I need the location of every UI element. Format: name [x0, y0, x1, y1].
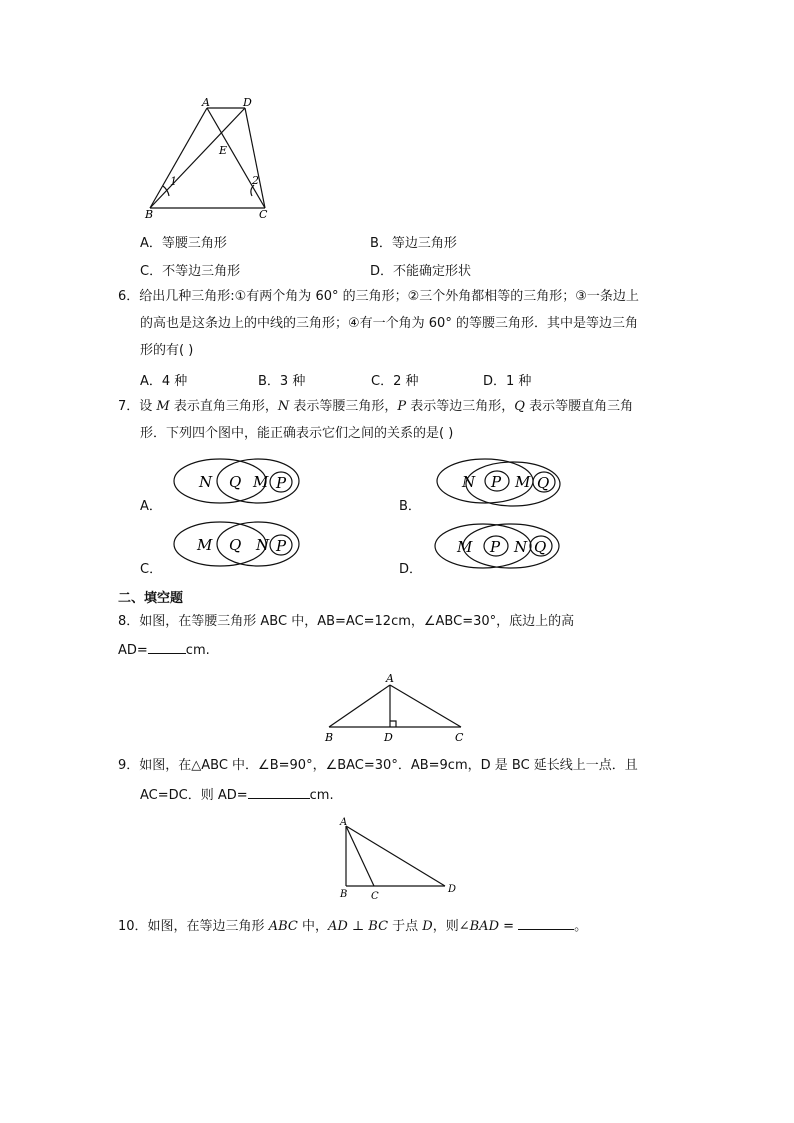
- q10-mid3: ，则: [432, 919, 459, 934]
- q10-equals: =: [499, 919, 519, 934]
- q5-label-d: D: [243, 96, 252, 109]
- q5-option-a: A．等腰三角形: [140, 236, 227, 251]
- venn-c-right-label: N: [256, 536, 270, 554]
- q7-text-c: 表示等边三角形，: [406, 399, 515, 414]
- q7-var-m: M: [156, 399, 170, 414]
- q7-var-n: N: [277, 399, 290, 414]
- venn-d-right-label: N: [514, 538, 528, 556]
- q7-option-b-label: B．: [399, 499, 421, 514]
- venn-d-middle-label: P: [490, 538, 501, 556]
- q5-option-c: C．不等边三角形: [140, 264, 241, 279]
- venn-a-inner-label: P: [276, 474, 287, 492]
- q8-label-d: D: [384, 731, 393, 744]
- venn-b-left-label: N: [462, 473, 476, 491]
- q7-option-c-label: C．: [140, 562, 163, 577]
- venn-b-inner-label: Q: [537, 474, 550, 492]
- venn-b-middle-label: P: [491, 473, 502, 491]
- q5-angle1-label: 1: [170, 175, 177, 188]
- q8-label-b: B: [325, 731, 334, 744]
- q10-answer-blank[interactable]: [518, 916, 574, 930]
- venn-a-left-label: N: [199, 473, 213, 491]
- q10-mid1: 中，: [297, 919, 328, 934]
- q9-label-d: D: [448, 884, 457, 895]
- venn-b-right-label: M: [515, 473, 531, 491]
- q10-triangle-abc: ABC: [268, 919, 298, 934]
- q5-label-c: C: [259, 208, 268, 221]
- q9-line2-suffix: cm.: [309, 788, 334, 803]
- q8-label-c: C: [455, 731, 464, 744]
- q8-label-a: A: [386, 672, 394, 685]
- q10-angle-bad: ∠BAD: [458, 919, 499, 934]
- q7-option-d-label: D．: [399, 562, 423, 577]
- venn-c-inner-label: P: [276, 537, 287, 555]
- q5-label-a: A: [202, 96, 210, 109]
- venn-d-left-label: M: [457, 538, 473, 556]
- q10-point-d: D: [422, 919, 433, 934]
- q6-option-c: C．2 种: [371, 374, 419, 389]
- q9-label-c: C: [371, 891, 379, 902]
- q9-line1: 9．如图，在△ABC 中．∠B=90°，∠BAC=30°．AB=9cm，D 是 BC 延长线上一点．且: [118, 758, 638, 773]
- q8-line2-prefix: AD=: [118, 643, 148, 658]
- q9-line2-prefix: AC=DC．则 AD=: [140, 788, 248, 803]
- q5-angle2-label: 2: [252, 174, 259, 187]
- q6-option-a: A．4 种: [140, 374, 188, 389]
- venn-a-right-label: M: [253, 473, 269, 491]
- q10-line: [118, 916, 587, 937]
- q6-line3: 形的有( ): [140, 343, 194, 358]
- q10-end: 。: [574, 919, 588, 934]
- q7-text-d: 表示等腰直角三角: [524, 399, 634, 414]
- q7-text-b: 表示等腰三角形，: [289, 399, 398, 414]
- section-title-fill-in: 二、填空题: [118, 591, 184, 606]
- q5-option-b: B．等边三角形: [370, 236, 457, 251]
- q9-segment-ad: [346, 826, 445, 886]
- q7-option-a-label: A．: [140, 499, 162, 514]
- q5-label-b: B: [145, 208, 154, 221]
- q10-condition: AD ⊥ BC: [327, 919, 389, 934]
- q9-label-b: B: [340, 889, 348, 900]
- q7-var-p: P: [397, 399, 407, 414]
- q7-text-a: 表示直角三角形，: [169, 399, 278, 414]
- venn-c-middle-label: Q: [229, 536, 242, 554]
- venn-d-inner-label: Q: [534, 538, 547, 556]
- q7-text-prefix: 7．设: [118, 399, 157, 414]
- q6-option-d: D．1 种: [483, 374, 532, 389]
- venn-c-left-label: M: [197, 536, 213, 554]
- q8-line1: 8．如图，在等腰三角形 ABC 中，AB=AC=12cm，∠ABC=30°，底边上的高: [118, 614, 575, 629]
- q7-line2: 形．下列四个图中，能正确表示它们之间的关系的是( ): [140, 426, 454, 441]
- venn-a-middle-label: Q: [229, 473, 242, 491]
- q10-mid2: 于点: [388, 919, 423, 934]
- q7-var-q: Q: [514, 399, 525, 414]
- q6-line1: 6．给出几种三角形:①有两个角为 60° 的三角形；②三个外角都相等的三角形；③一条边上: [118, 289, 639, 304]
- q9-label-a: A: [340, 817, 348, 828]
- q5-label-e: E: [219, 144, 228, 157]
- q6-option-b: B．3 种: [258, 374, 306, 389]
- q6-line2: 的高也是这条边上的中线的三角形；④有一个角为 60° 的等腰三角形．其中是等边三角: [140, 316, 638, 331]
- q8-line2-suffix: cm.: [185, 643, 210, 658]
- q10-prefix: 10．如图，在等边三角形: [118, 919, 269, 934]
- q5-option-d: D．不能确定形状: [370, 264, 472, 279]
